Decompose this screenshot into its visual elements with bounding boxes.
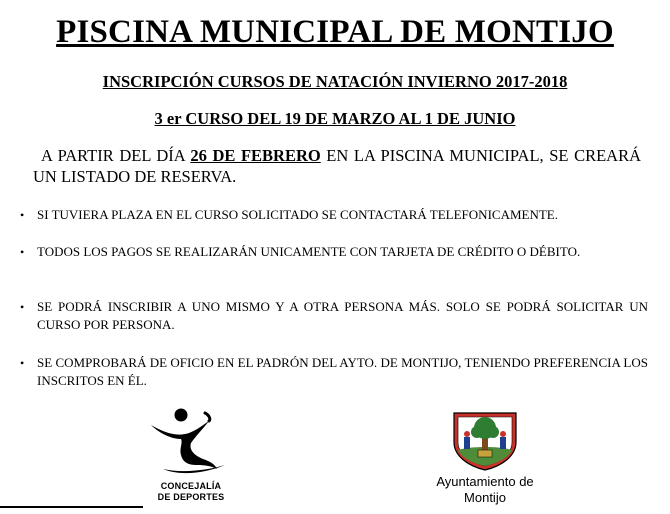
- intro-text-after: EN LA PISCINA MUNICIPAL, SE CREARÁ UN LISTADO DE RESERVA.: [33, 146, 641, 186]
- logo-caption-line2: DE DEPORTES: [157, 492, 225, 502]
- footer-divider: [0, 506, 143, 508]
- bullet-icon: •: [20, 208, 25, 222]
- note-text: TODOS LOS PAGOS SE REALIZARÁN UNICAMENTE CON TARJETA DE CRÉDITO O DÉBITO.: [37, 244, 581, 259]
- bullet-icon: •: [20, 356, 25, 370]
- concejalia-deportes-logo: [145, 403, 237, 507]
- intro-date: 26 DE FEBRERO: [190, 146, 321, 165]
- ayuntamiento-montijo-logo: [420, 410, 550, 510]
- logo-caption-line1: CONCEJALÍA: [160, 481, 222, 491]
- note-text: SE COMPROBARÁ DE OFICIO EN EL PADRÓN DEL AYTO. DE MONTIJO, TENIENDO PREFERENCIA LOS INSCRITOS EN ÉL.: [37, 355, 648, 388]
- coat-of-arms-icon: [420, 410, 550, 472]
- logo-caption-line2: Montijo: [464, 490, 506, 505]
- note-item: [20, 243, 648, 261]
- intro-paragraph: [33, 145, 641, 187]
- athlete-figure-icon: [145, 403, 237, 477]
- bullet-icon: •: [20, 245, 25, 259]
- note-item: [20, 354, 648, 390]
- page-title: PISCINA MUNICIPAL DE MONTIJO: [56, 14, 614, 50]
- course-dates: 3 er CURSO DEL 19 DE MARZO AL 1 DE JUNIO: [154, 109, 516, 128]
- note-item: [20, 298, 648, 334]
- note-text: SI TUVIERA PLAZA EN EL CURSO SOLICITADO SE CONTACTARÁ TELEFONICAMENTE.: [37, 207, 558, 222]
- bullet-icon: •: [20, 300, 25, 314]
- intro-text-before: A PARTIR DEL DÍA: [41, 146, 191, 165]
- note-item: [20, 206, 648, 224]
- logo-caption-line1: Ayuntamiento de: [436, 474, 534, 489]
- note-text: SE PODRÁ INSCRIBIR A UNO MISMO Y A OTRA PERSONA MÁS. SOLO SE PODRÁ SOLICITAR UN CURSO POR PERSONA.: [37, 299, 648, 332]
- course-subtitle: INSCRIPCIÓN CURSOS DE NATACIÓN INVIERNO 2017-2018: [102, 72, 568, 91]
